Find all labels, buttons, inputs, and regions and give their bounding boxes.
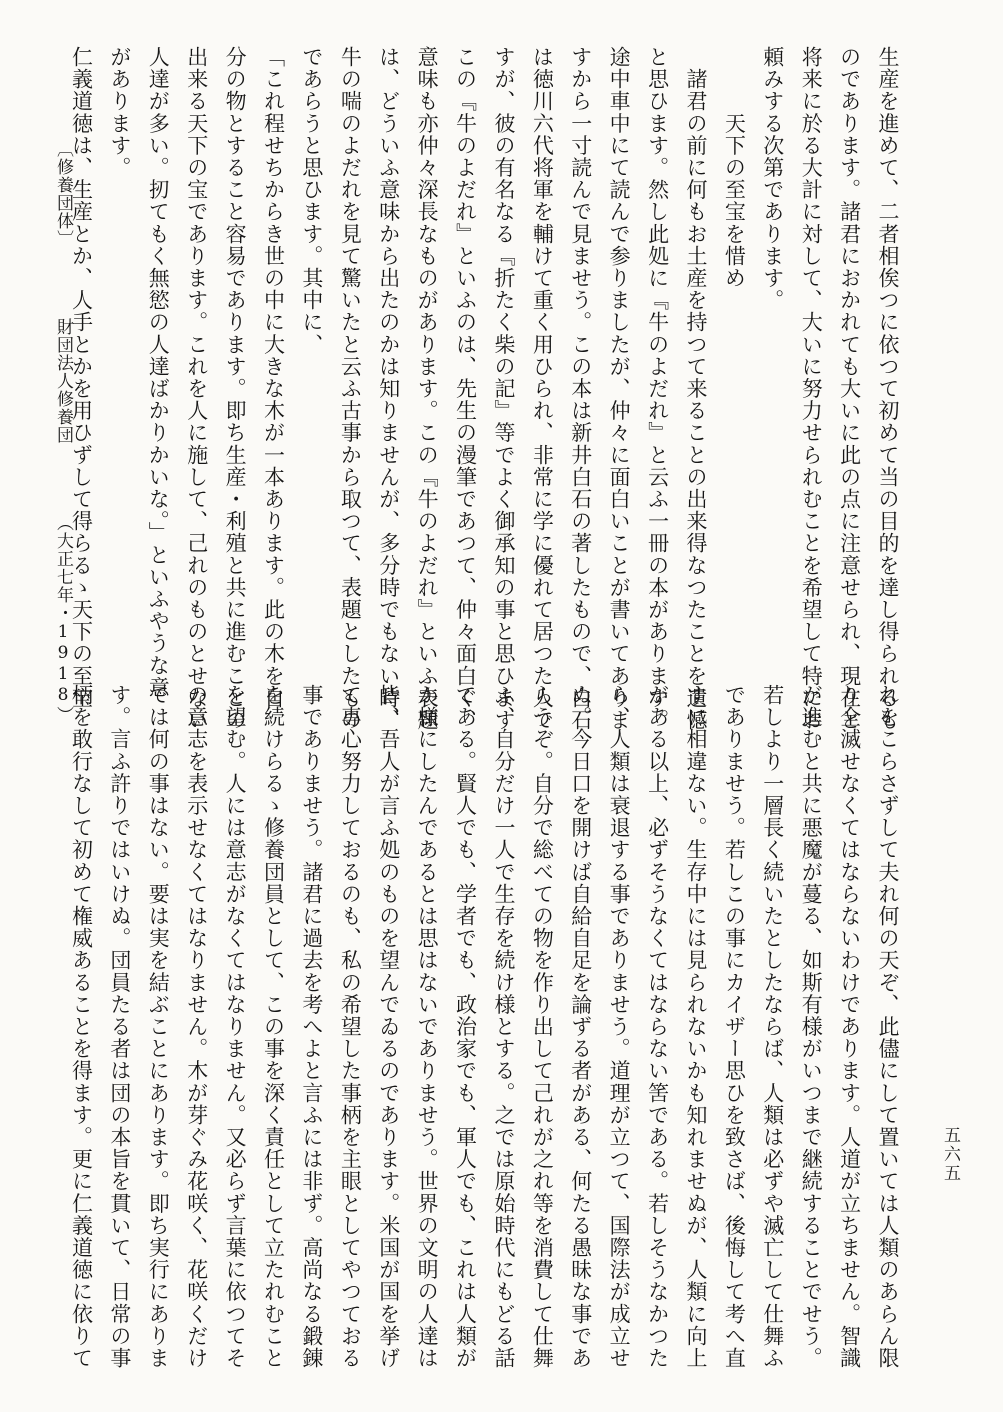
text-line: り全滅せなくてはならないわけであります。人道が立ちません。智識 [837,684,862,1370]
text-line: の意志を表示せなくてはなりません。木が芽ぐみ花咲く、花咲くだけ [184,684,209,1370]
text-line: でありませう。若しこの事にカイザー思ひを致さば、後悔して考へ直 [722,684,747,1370]
text-line: のであります。諸君におかれても大いに此の点に注意せられ、現在と [837,46,862,732]
text-block-upper [69,46,907,732]
text-line: 将来に於る大計に対して、大いに努力せられむことを希望して特にお [799,46,824,732]
text-line: ふ、自分だけ一人で生存を続け様とする。之では原始時代にもどる話 [491,684,516,1370]
header-group: 〔修養団体〕 [53,140,73,248]
text-line: 分の物とすること容易であります。即ち生産・利殖と共に進むことの [223,46,248,732]
header-publisher: 財団法人修養団 [53,318,73,444]
text-line: か様にしたんであるとは思はないでありませう。世界の文明の人達は [415,684,440,1370]
text-line: 「これ程せちからき世の中に大きな木が一本あります。此の木を自 [261,46,286,709]
text-line: がある以上、必ずそうなくてはならない筈である。若しそうなかつた [645,684,670,1370]
text-line: は徳川六代将軍を輔けて重く用ひられ、非常に学に優れて居つた人で [530,46,555,732]
header-date: （大正七年・1918） [53,514,73,724]
text-block-lower [69,684,907,1370]
text-line: 柄を敢行なして初めて権威あることを得ます。更に仁義道徳に依りて [69,684,94,1370]
text-line: 出来る天下の宝であります。これを人に施して、己れのものとせない [184,46,209,732]
text-line: れをこらさずして夫れ何の天ぞ、此儘にして置いては人類のあらん限 [876,684,900,1370]
text-line: 皆、吾人が言ふ処のものを望んでゐるのであります。米国が国を挙げ [376,684,401,1370]
text-line: 諸君の前に何もお土産を持つて来ることの出来得なつたことを遺憾 [683,46,708,732]
text-line: を望む。人には意志がなくてはなりません。又必らず言葉に依つてそ [223,684,248,1370]
text-line: 牛の喘のよだれを見て驚いたと云ふ古事から取つて、表題としたもの [338,46,363,732]
text-line: が進むと共に悪魔が蔓る、如斯有様がいつまで継続することでせう。 [799,684,824,1370]
text-line: 途中車中にて読んで参りましたが、仲々に面白いことが書いてありま [607,46,632,732]
text-line: ら、人類は衰退する事でありませう。道理が立つて、国際法が成立せ [607,684,632,1370]
text-line: すから一寸読んで見ませう。この本は新井白石の著したもので、白石 [568,46,593,732]
text-line: て専心努力しておるのも、私の希望した事柄を主眼としてやつておる [338,684,363,1370]
text-line: 事でありませう。諸君に過去を考へよと言ふには非ず。高尚なる鍛錬 [299,684,324,1370]
text-line: 意味も亦仲々深長なものがあります。この『牛のよだれ』といふ表題 [415,46,440,732]
section-heading: 天下の至宝を惜め [722,46,747,290]
text-line: 生産を進めて、二者相俟つに依つて初めて当の目的を達し得られるも [876,46,900,732]
text-line: である。賢人でも、学者でも、政治家でも、軍人でも、これは人類が [453,684,478,1370]
text-line: では何の事はない。要は実を結ぶことにあります。即ち実行にありま [146,684,171,1370]
text-line: を続けらるゝ修養団員として、この事を深く責任として立たれむこと [261,684,286,1370]
text-line: 人達が多い。扨てもく無慾の人達ばかりかいな。」といふやうな意 [146,46,171,699]
text-line: と思ひます。然し此処に『牛のよだれ』と云ふ一冊の本があります。 [645,46,670,732]
text-line: 仁義道徳は、生産とか、人手とかを用ひずして得らるゝ天下の至宝 [69,46,94,709]
text-line: す。言ふ許りではいけぬ。団員たる者は団の本旨を貫いて、日常の事 [107,684,132,1370]
text-line: があります。 [107,46,132,179]
page-number: 五六五 [940,1126,960,1183]
text-line: 頼みする次第であります。 [760,46,785,312]
text-line: すが、彼の有名なる『折たく柴の記』等でよく御承知の事と思ひます [491,46,516,732]
text-line: すに相違ない。生存中には見られないかも知れませぬが、人類に向上 [683,684,708,1370]
text-line: ぬ。今日口を開けば自給自足を論ずる者がある、何たる愚昧な事であ [568,684,593,1370]
text-line: であらうと思ひます。其中に、 [299,46,324,356]
text-line: らうぞ。自分で総べての物を作り出して己れが之れ等を消費して仕舞 [530,684,555,1370]
running-header [48,140,76,900]
text-line: 若しより一層長く続いたとしたならば、人類は必ずや滅亡して仕舞ふ [760,684,785,1370]
text-line: この『牛のよだれ』といふのは、先生の漫筆であつて、仲々面白く、 [453,46,478,732]
text-line: は、どういふ意味から出たのかは知りませんが、多分時でもない時、 [376,46,401,732]
